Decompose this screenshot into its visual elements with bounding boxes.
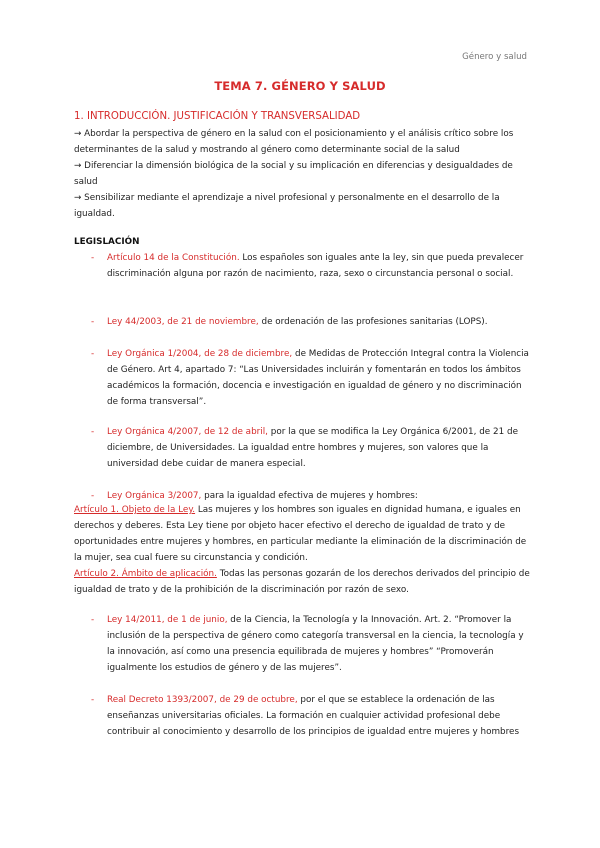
legislacion-heading: LEGISLACIÓN	[74, 237, 140, 247]
article-text: Todas las personas gozarán de los derechos derivados del principio de igualdad de trato y de la prohibición de la discriminación por razón de sexo.	[74, 569, 530, 595]
law-reference: Ley Orgánica 4/2007, de 12 de abril,	[107, 427, 268, 437]
intro-line: → Sensibilizar mediante el aprendizaje a nivel profesional y personalmente en el desarrollo de la igualdad.	[74, 193, 500, 219]
law-reference: Ley 14/2011, de 1 de junio,	[107, 615, 228, 625]
law-reference: Ley Orgánica 3/2007,	[107, 491, 202, 501]
page-title: TEMA 7. GÉNERO Y SALUD	[214, 79, 386, 93]
article-text: Las mujeres y los hombres son iguales en dignidad humana, e iguales en derechos y deberes. Esta Ley tiene por objeto hacer efectivo el derecho de igualdad de trato y de oportunidades entre mujeres y hombres, en particular mediante la eliminación de la discriminación de la mujer, sea cual fuere su circunstancia y condición.	[74, 505, 527, 563]
legislation-item	[91, 314, 534, 330]
article-paragraph	[74, 502, 534, 566]
section-heading: 1. INTRODUCCIÓN. JUSTIFICACIÓN Y TRANSVERSALIDAD	[74, 111, 361, 122]
list-dash: -	[91, 317, 95, 327]
intro-block	[74, 126, 534, 222]
list-dash: -	[91, 615, 95, 625]
intro-line: → Abordar la perspectiva de género en la salud con el posicionamiento y el análisis crítico sobre los determinantes de la salud y mostrando al género como determinante social de la salud	[74, 129, 514, 155]
law-description: para la igualdad efectiva de mujeres y hombres:	[201, 491, 418, 501]
article-link[interactable]: Artículo 1. Objeto de la Ley.	[74, 505, 196, 515]
list-dash: -	[91, 695, 95, 705]
list-dash: -	[91, 491, 95, 501]
legislation-item	[91, 692, 534, 740]
running-header: Género y salud	[462, 52, 527, 62]
law-reference: Ley 44/2003, de 21 de noviembre,	[107, 317, 259, 327]
law-description: por la que se modifica la Ley Orgánica 6/2001, de 21 de diciembre, de Universidades. La igualdad entre hombres y mujeres, son valores que la universidad debe cuidar de manera especial.	[107, 427, 518, 469]
article-paragraph	[74, 566, 534, 598]
law-description: por el que se establece la ordenación de las enseñanzas universitarias oficiales. La formación en cualquier actividad profesional debe contribuir al conocimiento y desarrollo de los principios de igualdad entre mujeres y hombres	[107, 695, 520, 737]
list-dash: -	[91, 427, 95, 437]
article-link[interactable]: Artículo 2. Ámbito de aplicación.	[74, 569, 217, 579]
legislation-item	[91, 612, 534, 676]
law-reference: Ley Orgánica 1/2004, de 28 de diciembre,	[107, 349, 293, 359]
legislation-item	[91, 250, 534, 282]
list-dash: -	[91, 253, 95, 263]
law-reference: Artículo 14 de la Constitución.	[107, 253, 240, 263]
law-description: de la Ciencia, la Tecnología y la Innovación. Art. 2. “Promover la inclusión de la perspectiva de género como categoría transversal en la ciencia, la tecnología y la innovación, así como una presencia equilibrada de mujeres y hombres” “Promoverán igualmente los estudios de género y de las mujeres”.	[107, 615, 524, 673]
law-description: Los españoles son iguales ante la ley, sin que pueda prevalecer discriminación alguna por razón de nacimiento, raza, sexo o circunstancia personal o social.	[107, 253, 524, 279]
law-description: de ordenación de las profesiones sanitarias (LOPS).	[258, 317, 488, 327]
legislation-item	[91, 346, 534, 410]
law-description: de Medidas de Protección Integral contra la Violencia de Género. Art 4, apartado 7: “Las Universidades incluirán y fomentarán en todos los ámbitos académicos la formación, docencia e investigación en igualdad de género y no discriminación de forma transversal”.	[107, 349, 529, 407]
legislation-item	[91, 424, 534, 472]
law-reference: Real Decreto 1393/2007, de 29 de octubre,	[107, 695, 298, 705]
list-dash: -	[91, 349, 95, 359]
intro-line: → Diferenciar la dimensión biológica de la social y su implicación en diferencias y desigualdades de salud	[74, 161, 513, 187]
articles-block	[74, 502, 534, 598]
